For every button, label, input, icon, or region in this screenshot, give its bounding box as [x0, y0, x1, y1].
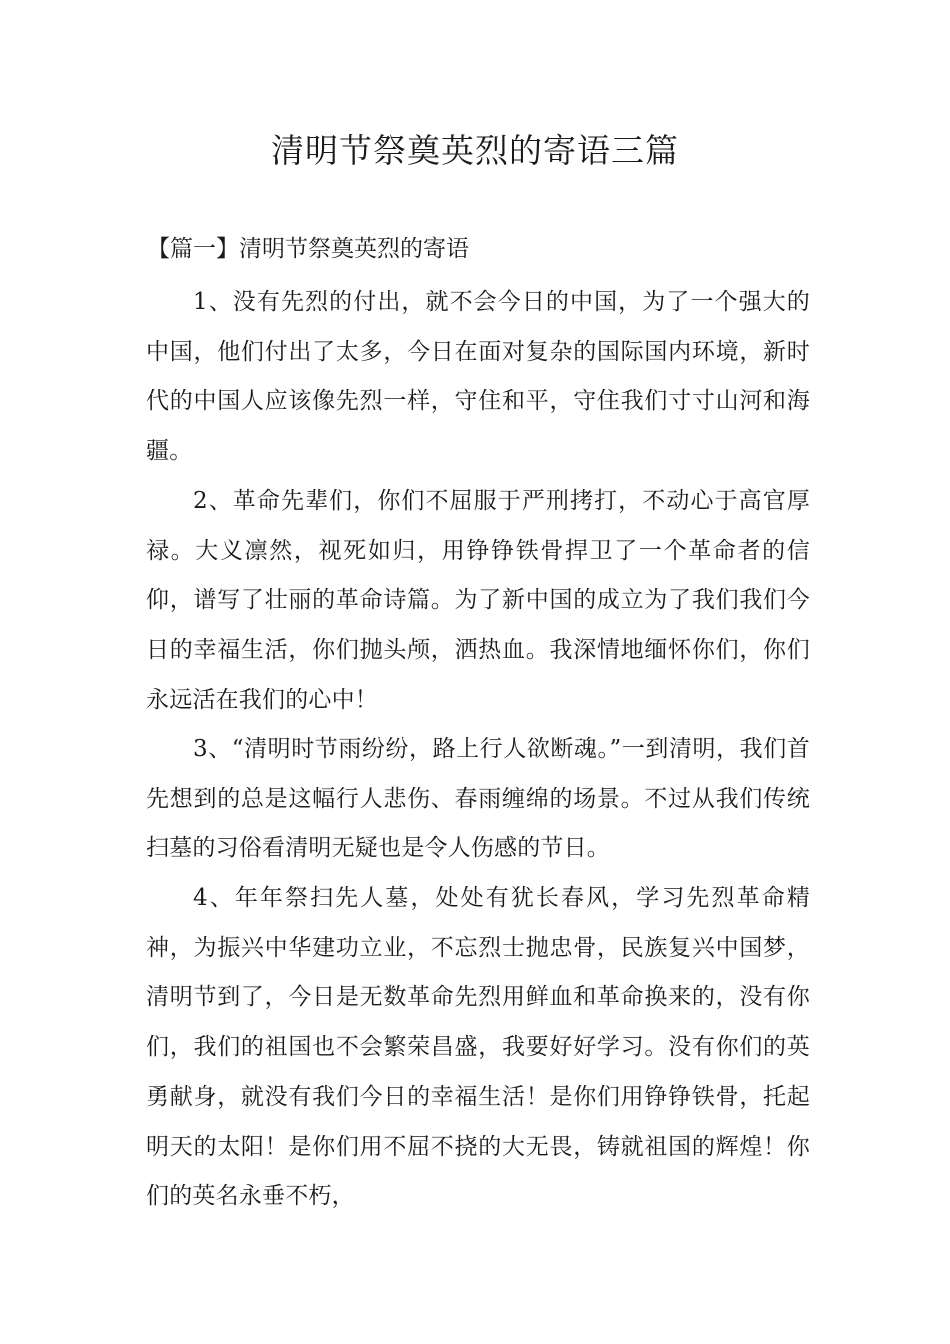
paragraph-3: 3、“清明时节雨纷纷，路上行人欲断魂。”一到清明，我们首先想到的总是这幅行人悲伤、春雨缠绵的场景。不过从我们传统扫墓的习俗看清明无疑也是令人伤感的节日。 — [146, 736, 810, 862]
section-heading: 【篇一】清明节祭奠英烈的寄语 — [147, 236, 469, 262]
paragraph-2: 2、革命先辈们，你们不屈服于严刑拷打，不动心于高官厚禄。大义凛然，视死如归，用铮铮铁骨捍卫了一个革命者的信仰，谱写了壮丽的革命诗篇。为了新中国的成立为了我们我们今日的幸福生活，你们抛头颅，洒热血。我深情地缅怀你们，你们永远活在我们的心中！ — [146, 488, 810, 713]
paragraph-1: 1、没有先烈的付出，就不会今日的中国，为了一个强大的中国，他们付出了太多，今日在面对复杂的国际国内环境，新时代的中国人应该像先烈一样，守住和平，守住我们寸寸山河和海疆。 — [146, 289, 810, 465]
paragraph-4: 4、年年祭扫先人墓，处处有犹长春风，学习先烈革命精神，为振兴中华建功立业，不忘烈士抛忠骨，民族复兴中国梦，清明节到了，今日是无数革命先烈用鲜血和革命换来的，没有你们，我们的祖国也不会繁荣昌盛，我要好好学习。没有你们的英勇献身，就没有我们今日的幸福生活！是你们用铮铮铁骨，托起明天的太阳！是你们用不屈不挠的大无畏，铸就祖国的辉煌！你们的英名永垂不朽， — [146, 885, 810, 1210]
document-title: 清明节祭奠英烈的寄语三篇 — [271, 131, 679, 170]
